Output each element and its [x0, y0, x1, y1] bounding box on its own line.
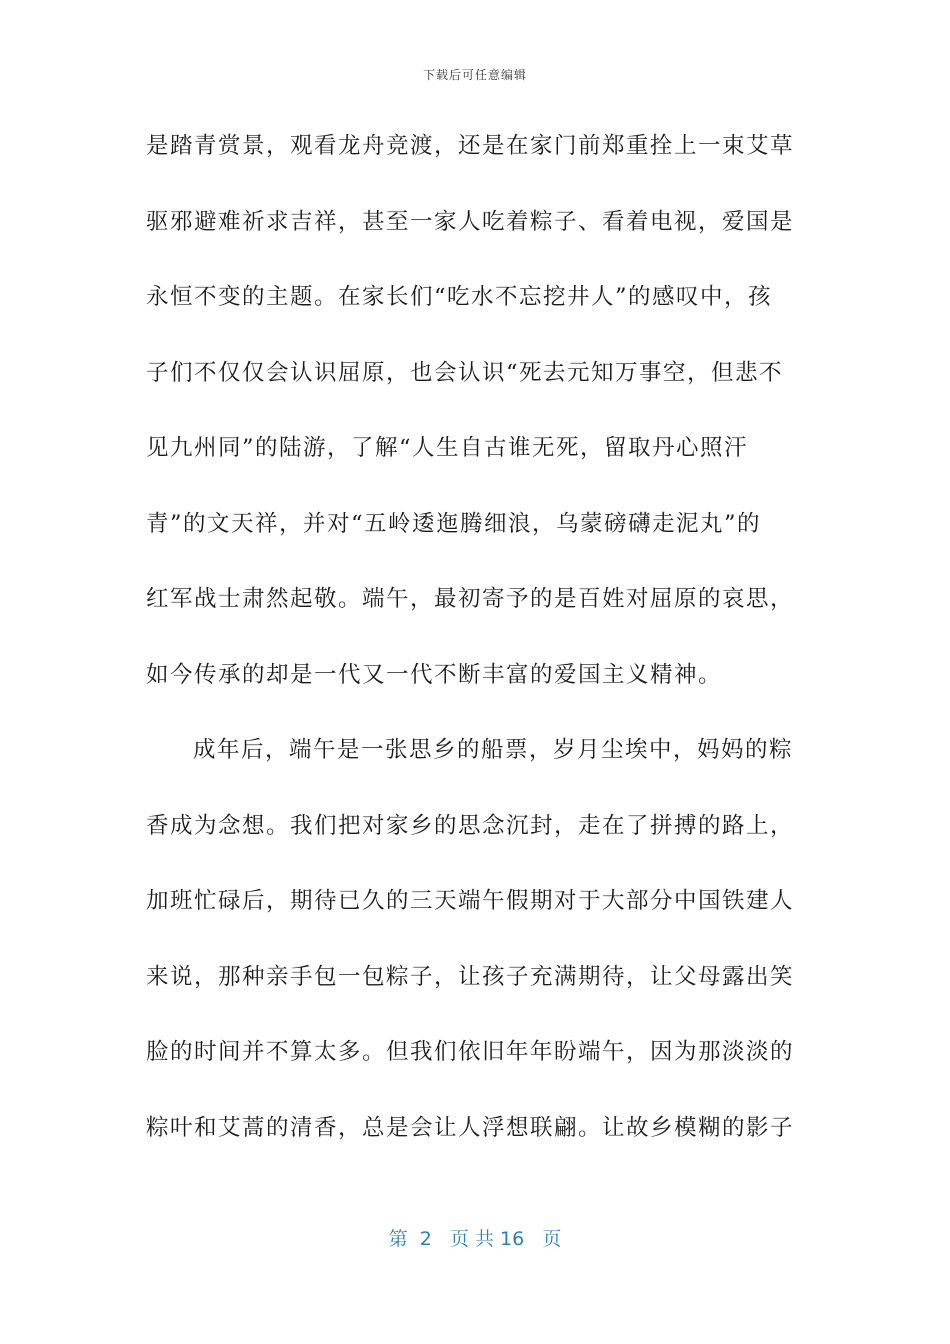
document-body: [146, 122, 806, 1179]
text-line: 子们不仅仅会认识屈原，也会认识“死去元知万事空，但悲不: [146, 359, 784, 386]
paragraph-start-line: 成年后，端午是一张思乡的船票，岁月尘埃中，妈妈的粽: [193, 737, 794, 763]
text-line: 加班忙碌后，期待已久的三天端午假期对于大部分中国铁建人: [146, 888, 795, 914]
page-number-footer: 第 2 页 共 16 页: [388, 1228, 562, 1250]
text-line: 见九州同”的陆游，了解“人生自古谁无死，留取丹心照汗: [146, 435, 749, 461]
text-line: 粽叶和艾蒿的清香，总是会让人浮想联翩。让故乡模糊的影子: [146, 1114, 795, 1141]
text-line: 是踏青赏景，观看龙舟竞渡，还是在家门前郑重拴上一束艾草: [146, 133, 795, 159]
text-line: 驱邪避难祈求吉祥，甚至一家人吃着粽子、看着电视，爱国是: [146, 208, 795, 235]
text-line: 来说，那种亲手包一包粽子，让孩子充满期待，让父母露出笑: [146, 963, 795, 990]
text-line: 如今传承的却是一代又一代不断丰富的爱国主义精神。: [146, 661, 723, 688]
text-line: 青”的文天祥，并对“五岭逶迤腾细浪，乌蒙磅礴走泥丸”的: [146, 510, 762, 537]
page-header: 下载后可任意编辑: [422, 68, 527, 82]
text-line: 永恒不变的主题。在家长们“吃水不忘挖井人”的感叹中，孩: [146, 284, 773, 310]
text-line: 香成为念想。我们把对家乡的思念沉封，走在了拼搏的路上，: [146, 812, 795, 839]
text-line: 红军战士肃然起敬。端午，最初寄予的是百姓对屈原的哀思，: [146, 586, 795, 612]
text-line: 脸的时间并不算太多。但我们依旧年年盼端午，因为那淡淡的: [146, 1039, 795, 1065]
